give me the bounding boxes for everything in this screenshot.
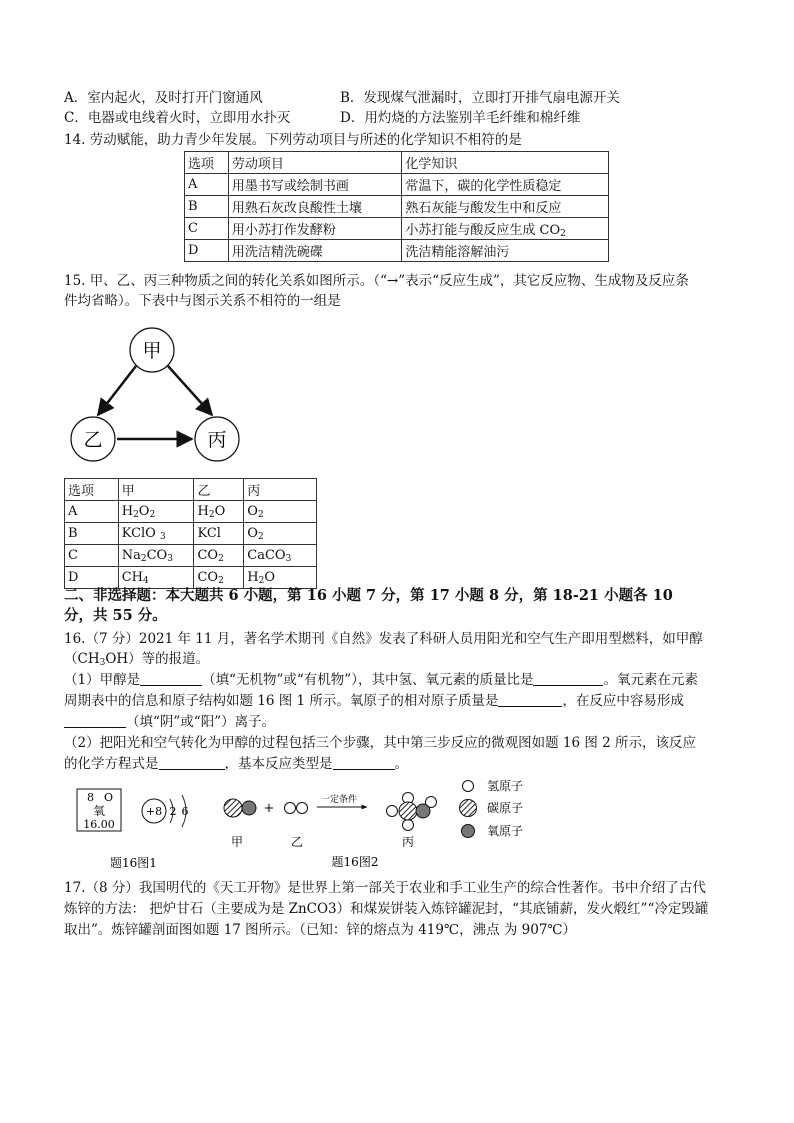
q13-option-a: A．室内起火，及时打开门窗通风	[64, 90, 263, 106]
q16-text: 的化学方程式是	[64, 756, 159, 772]
table-cell: 常温下，碳的化学性质稳定	[402, 174, 609, 196]
hydrogen-atom	[403, 820, 414, 831]
fig16-1-caption: 题16图1	[110, 856, 157, 870]
q17-stem-line3: 取出”。炼锌罐剖面图如题 17 图所示。（已知：锌的熔点为 419℃，沸点 为 907℃）	[64, 922, 577, 938]
formula-subscript: 3	[159, 532, 166, 542]
legend-oxygen-icon	[462, 825, 475, 838]
q13-option-c: C．电器或电线着火时，立即用水扑灭	[64, 110, 291, 126]
formula-subscript: 2	[257, 510, 264, 520]
oxygen-atom	[416, 804, 430, 818]
table-row	[65, 567, 317, 589]
legend-oxygen-label: 氧原子	[487, 824, 524, 838]
label-jia: 甲	[230, 835, 244, 849]
table-header-cell: 化学知识	[402, 152, 609, 174]
node-yi-label: 乙	[83, 429, 103, 451]
table-row	[65, 523, 317, 545]
fig16-2-caption: 题16图2	[331, 855, 379, 869]
section2-heading-line2: 分，共 55 分。	[64, 607, 167, 624]
table-header-cell: 乙	[194, 479, 244, 501]
answer-blank[interactable]	[140, 672, 202, 686]
shell-2-electrons: 6	[181, 805, 189, 818]
q16-text: （CH	[64, 651, 100, 667]
formula-text: H	[121, 504, 134, 519]
legend-hydrogen-icon	[463, 781, 474, 792]
hydrogen-atom	[285, 803, 296, 814]
node-bing-label: 丙	[207, 429, 227, 451]
formula-text: CaCO	[247, 548, 286, 563]
hydrogen-atom	[387, 806, 398, 817]
table-cell: C	[65, 545, 119, 567]
element-name: 氧	[92, 804, 106, 818]
table-cell: 用墨书写或绘制书画	[228, 174, 402, 196]
formula-subscript: 2	[149, 510, 156, 520]
plus-sign: +	[263, 801, 275, 816]
legend-carbon-icon	[460, 800, 477, 817]
shell-1-electrons: 2	[169, 805, 177, 818]
table-cell: A	[65, 501, 119, 523]
formula-subscript: 3	[167, 554, 173, 564]
label-yi: 乙	[290, 835, 304, 849]
formula-text: CH	[121, 570, 144, 585]
q14-stem: 14. 劳动赋能，助力青少年发展。下列劳动项目与所述的化学知识不相符的是	[64, 132, 522, 148]
q16-text: （1）甲醇是	[64, 672, 141, 688]
q16-text: （填“阴”或“阳”）离子。	[126, 714, 276, 730]
table-cell	[244, 545, 317, 567]
formula-subscript: 2	[218, 576, 224, 586]
table-row	[65, 501, 317, 523]
element-atomic-number: 8	[87, 791, 94, 804]
q16-text: 。	[394, 756, 408, 772]
formula-text: CO	[197, 570, 219, 585]
reaction-condition: 一定条件	[320, 795, 358, 805]
table-cell	[194, 567, 244, 589]
table-header-cell: 甲	[118, 479, 194, 501]
q16-part1-line3	[64, 713, 275, 731]
table-cell	[244, 523, 317, 545]
formula-text: H	[247, 570, 259, 585]
table-header-cell: 劳动项目	[228, 152, 402, 174]
q16-text: （填“无机物”或“有机物”），其中氢、氧元素的质量比是	[202, 672, 534, 688]
answer-blank[interactable]	[533, 672, 603, 686]
q16-stem-line1: 16.（7 分）2021 年 11 月，著名学术期刊《自然》发表了科研人员用阳光和空气生产即用型燃料，如甲醇	[64, 631, 703, 647]
answer-blank[interactable]	[333, 756, 395, 770]
table-cell: B	[65, 523, 119, 545]
formula-text: O	[247, 526, 258, 541]
answer-blank[interactable]	[498, 693, 562, 707]
q17-stem-line2: 炼锌的方法： 把炉甘石（主要成为是 ZnCO3）和煤炭饼装入炼锌罐泥封，“其底铺薪，发火煅红”“冷定毁罐	[64, 901, 709, 917]
q15-table	[64, 478, 317, 589]
table-cell	[118, 523, 194, 545]
table-cell	[244, 501, 317, 523]
q15-transformation-diagram	[60, 325, 250, 465]
table-header-cell: 选项	[65, 479, 119, 501]
formula-text: CO	[197, 548, 219, 563]
carbon-atom	[224, 799, 242, 817]
q13-option-d: D．用灼烧的方法鉴别羊毛纤维和棉纤维	[340, 110, 581, 126]
table-cell	[118, 567, 194, 589]
table-row	[185, 174, 609, 196]
oxygen-atom	[242, 801, 256, 815]
table-cell: 用洗洁精洗碗碟	[228, 240, 402, 262]
nucleus-charge: +8	[145, 805, 163, 818]
formula-subscript: 2	[140, 554, 147, 564]
legend-hydrogen-label: 氢原子	[487, 779, 524, 793]
element-symbol: O	[104, 791, 114, 804]
q13-option-b: B．发现煤气泄漏时，立即打开排气扇电源开关	[340, 90, 620, 106]
fig16-2-reaction-diagram	[215, 775, 545, 875]
formula-text: O	[214, 504, 226, 519]
q16-text: ，基本反应类型是	[224, 756, 333, 772]
formula-subscript: 3	[285, 554, 292, 564]
arrow-jia-to-bing	[168, 366, 212, 415]
table-row	[65, 545, 317, 567]
node-jia-label: 甲	[142, 340, 162, 362]
q16-part2-line2	[64, 755, 408, 773]
table-header-row	[185, 152, 609, 174]
table-header-cell: 丙	[244, 479, 317, 501]
table-cell	[402, 218, 609, 240]
table-cell	[194, 501, 244, 523]
q16-text: 。氧元素在元素	[603, 672, 698, 688]
formula-subscript: 2	[218, 554, 224, 564]
formula-text: 小苏打能与酸反应生成 CO	[405, 223, 561, 238]
answer-blank[interactable]	[64, 714, 126, 728]
formula-text: O	[138, 504, 150, 519]
section2-heading-line1: 二、非选择题：本大题共 6 小题，第 16 小题 7 分，第 17 小题 8 分，第 18-21 小题各 10	[64, 587, 673, 604]
label-bing: 丙	[401, 835, 415, 849]
table-cell	[118, 545, 194, 567]
formula-subscript: 2	[257, 532, 264, 542]
arrow-jia-to-yi	[98, 366, 136, 415]
formula-subscript: 3	[99, 658, 106, 668]
q14-table	[184, 151, 609, 262]
q16-part2-line1: （2）把阳光和空气转化为甲醇的过程包括三个步骤，其中第三步反应的微观图如题 16 图 2 所示，该反应	[64, 735, 697, 751]
formula-subscript: 2	[208, 510, 215, 520]
answer-blank[interactable]	[159, 756, 225, 770]
table-header-cell: 选项	[185, 152, 229, 174]
element-mass: 16.00	[83, 818, 115, 831]
hydrogen-atom	[297, 803, 308, 814]
table-cell	[244, 567, 317, 589]
q16-text: ，在反应中容易形成	[562, 693, 684, 709]
formula-text: KClO	[121, 526, 156, 541]
table-cell: 用熟石灰改良酸性土壤	[228, 196, 402, 218]
q16-part1-line1	[64, 671, 698, 689]
formula-subscript: 2	[560, 229, 566, 239]
table-cell: B	[185, 196, 229, 218]
formula-text: O	[247, 504, 258, 519]
q16-stem-line2	[64, 650, 209, 668]
q16-text: 周期表中的信息和原子结构如题 16 图 1 所示。氧原子的相对原子质量是	[64, 693, 499, 709]
formula-text: Na	[121, 548, 141, 563]
table-cell: D	[65, 567, 119, 589]
carbon-atom	[399, 802, 417, 820]
q15-stem-line1: 15. 甲、乙、丙三种物质之间的转化关系如图所示。（“→”表示“反应生成”，其它反应物、生成物及反应条	[64, 273, 689, 289]
legend-carbon-label: 碳原子	[487, 801, 524, 815]
table-row	[185, 196, 609, 218]
q17-stem-line1: 17.（8 分）我国明代的《天工开物》是世界上第一部关于农业和手工业生产的综合性著作。书中介绍了古代	[64, 880, 706, 896]
formula-text: H	[197, 504, 209, 519]
q16-text: OH）等的报道。	[105, 651, 210, 667]
table-row	[185, 240, 609, 262]
q15-stem-line2: 件均省略）。下表中与图示关系不相符的一组是	[64, 293, 341, 309]
formula-subscript: 4	[143, 576, 149, 586]
formula-subscript: 2	[258, 576, 265, 586]
table-cell: C	[185, 218, 229, 240]
table-cell: 洗洁精能溶解油污	[402, 240, 609, 262]
table-cell	[118, 501, 194, 523]
table-cell: 熟石灰能与酸发生中和反应	[402, 196, 609, 218]
formula-text: O	[264, 570, 276, 585]
fig16-1-oxygen-info	[70, 785, 210, 875]
formula-text: KCl	[197, 526, 221, 541]
table-row	[185, 218, 609, 240]
formula-subscript: 2	[133, 510, 139, 520]
table-cell: D	[185, 240, 229, 262]
table-cell: 用小苏打作发酵粉	[228, 218, 402, 240]
formula-text: CO	[146, 548, 168, 563]
table-header-row	[65, 479, 317, 501]
table-cell	[194, 523, 244, 545]
table-cell: A	[185, 174, 229, 196]
q16-part1-line2	[64, 692, 684, 710]
table-cell	[194, 545, 244, 567]
